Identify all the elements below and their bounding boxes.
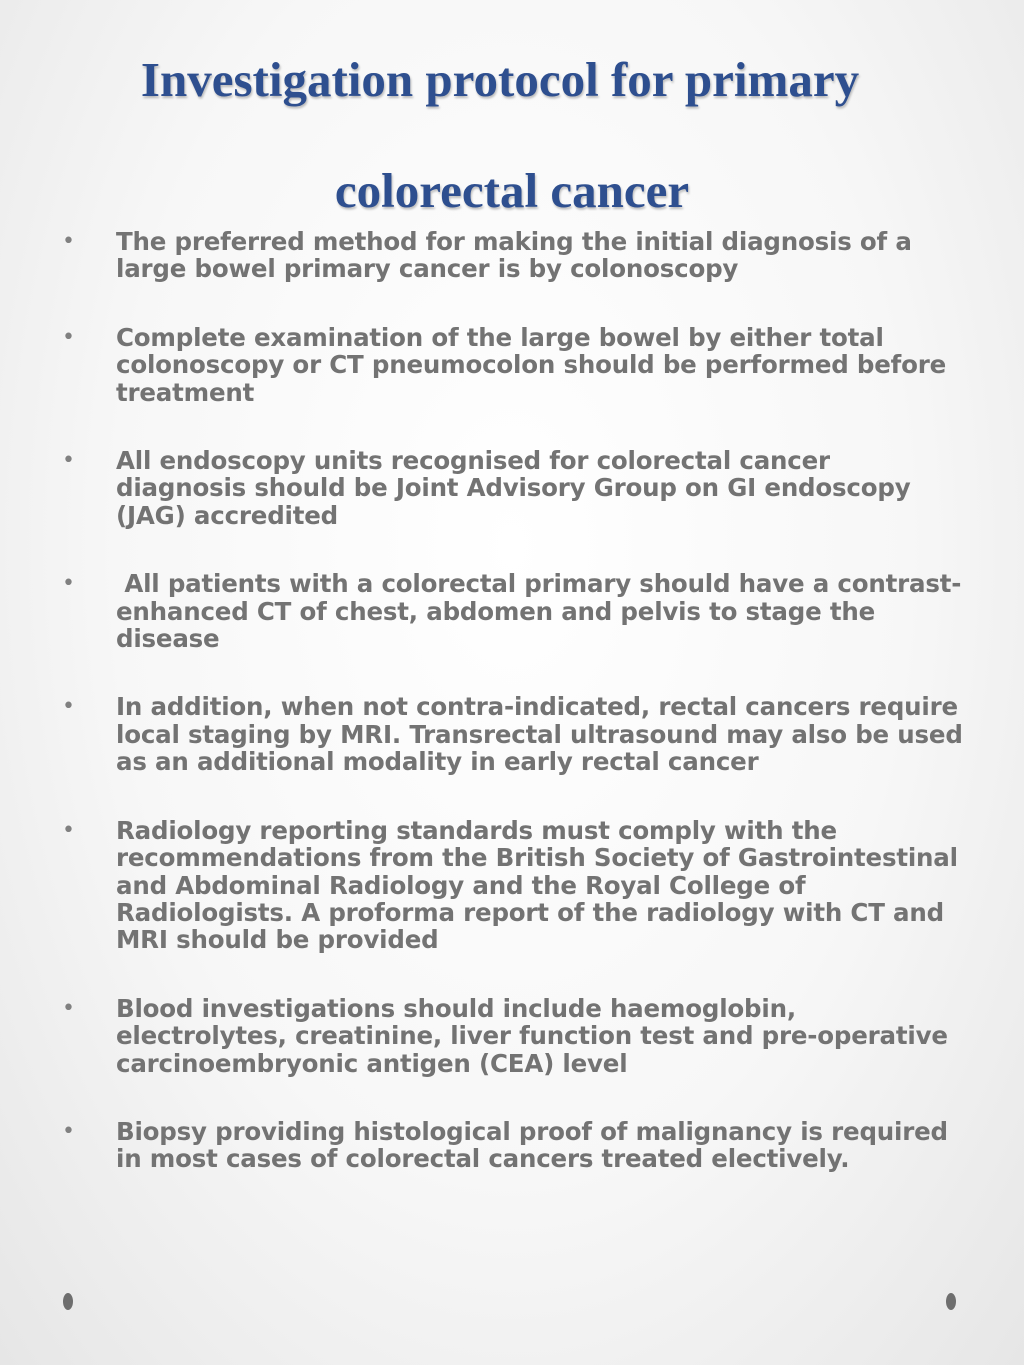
bullet-item — [0, 817, 1024, 954]
bullet-item — [0, 995, 1024, 1077]
left-corner-dot-icon — [63, 1293, 73, 1310]
bullet-item — [0, 228, 1024, 283]
bullet-text: All endoscopy units recognised for colorectal cancer diagnosis should be Joint Advisory Group on GI endoscopy (JAG) accredited — [116, 446, 911, 530]
bullet-text: Blood investigations should include haemoglobin, electrolytes, creatinine, liver function test and pre-operative carcinoembryonic antigen (CEA) level — [116, 993, 948, 1078]
bullet-icon: • — [62, 995, 75, 1021]
bullet-item — [0, 570, 1024, 652]
bullet-item — [0, 324, 1024, 406]
right-corner-dot-icon — [946, 1293, 956, 1310]
slide-title-line-2: colorectal cancer — [334, 163, 690, 218]
bullet-item — [0, 447, 1024, 529]
bullet-icon: • — [62, 817, 75, 843]
bullet-icon: • — [62, 324, 75, 350]
bullet-icon: • — [62, 571, 75, 597]
bullet-text: Biopsy providing histological proof of malignancy is required in most cases of colorectal cancers treated electively. — [116, 1116, 948, 1174]
bullet-text: All patients with a colorectal primary should have a contrast-enhanced CT of chest, abdomen and pelvis to stage the disease — [116, 569, 962, 654]
bullet-item — [0, 1118, 1024, 1173]
bullet-text: The preferred method for making the initial diagnosis of a large bowel primary cancer is by colonoscopy — [116, 227, 912, 284]
bullet-icon: • — [62, 229, 75, 254]
bullet-text: Radiology reporting standards must comply with the recommendations from the British Society of Gastrointestinal and Abdominal Radiology and the Royal College of Radiologists. A proforma report of the radiology with CT and MRI should be provided — [116, 815, 958, 955]
bullet-list — [0, 228, 1024, 1214]
bullet-icon: • — [62, 1118, 75, 1144]
slide-title-line-1: Investigation protocol for primary — [140, 52, 860, 107]
bullet-icon: • — [62, 694, 75, 720]
bullet-text: In addition, when not contra-indicated, rectal cancers require local staging by MRI. Transrectal ultrasound may also be used as an additional modality in early rectal cancer — [116, 692, 963, 777]
bullet-item — [0, 693, 1024, 775]
bullet-text: Complete examination of the large bowel by either total colonoscopy or CT pneumocolon should be performed before treatment — [116, 322, 947, 407]
bullet-icon: • — [62, 448, 75, 474]
